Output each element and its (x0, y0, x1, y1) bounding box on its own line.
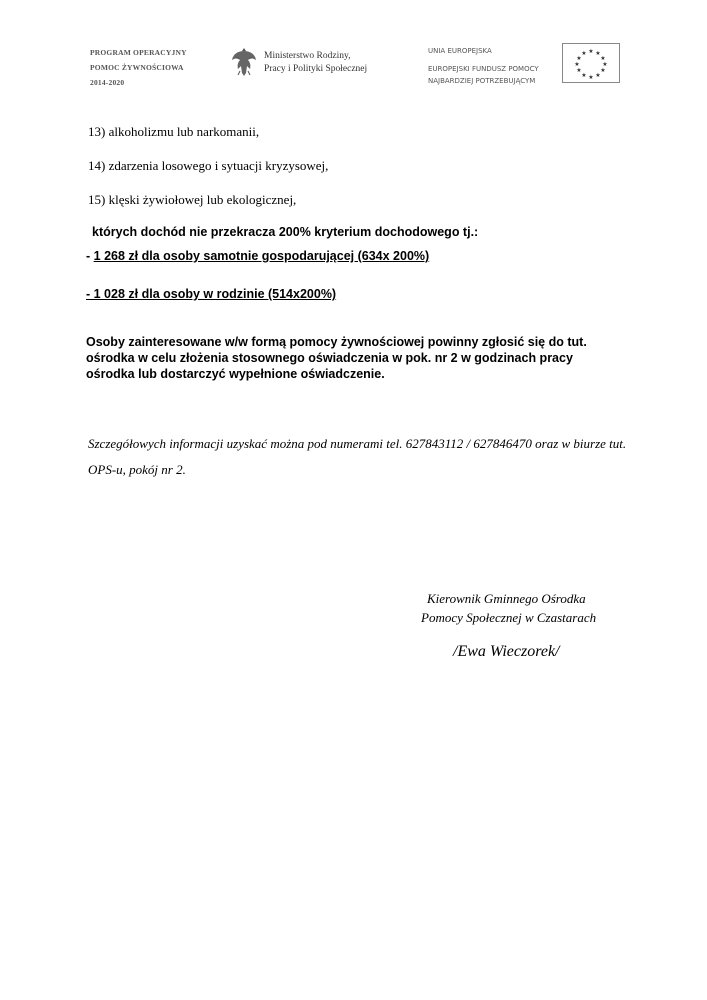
svg-text:★: ★ (602, 61, 608, 68)
svg-text:★: ★ (581, 50, 587, 57)
program-line-3: 2014-2020 (90, 78, 125, 87)
signature-title-line-2: Pomocy Społecznej w Czastarach (421, 610, 597, 625)
single-prefix: - (86, 249, 94, 263)
instructions-paragraph: Osoby zainteresowane w/w formą pomocy żywnościowej powinny zgłosić się do tut. ośrodka w celu złożenia stosownego oświadczenia w pok. nr 2 w godzinach pracy ośrodka lub dostarczyć wypełnione oświadczenie. (86, 335, 587, 381)
eagle-emblem-icon (230, 45, 258, 79)
income-criterion-line: których dochód nie przekracza 200% kryterium dochodowego tj.: (92, 225, 479, 239)
signatory-name: /Ewa Wieczorek/ (453, 643, 560, 660)
svg-text:★: ★ (588, 74, 594, 81)
program-line-2: POMOC ŻYWNOŚCIOWA (90, 63, 184, 72)
single-person-threshold (86, 249, 429, 263)
eu-flag-icon (562, 43, 620, 83)
svg-text:★: ★ (600, 55, 606, 62)
svg-text:★: ★ (574, 61, 580, 68)
item-13: 13) alkoholizmu lub narkomanii, (88, 124, 260, 139)
eu-line-3: NAJBARDZIEJ POTRZEBUJĄCYM (428, 77, 536, 85)
contact-info-paragraph: Szczegółowych informacji uzyskać można pod numerami tel. 627843112 / 627846470 oraz w biurze tut. OPS-u, pokój nr 2. (88, 436, 627, 477)
item-15: 15) klęski żywiołowej lub ekologicznej, (88, 192, 297, 207)
program-logo-text (90, 45, 187, 90)
svg-text:★: ★ (576, 67, 582, 74)
ministry-line-1: Ministerstwo Rodziny, (264, 51, 351, 61)
signature-title-line-1: Kierownik Gminnego Ośrodka (427, 591, 586, 606)
item-14: 14) zdarzenia losowego i sytuacji kryzysowej, (88, 158, 329, 173)
single-person-text: 1 268 zł dla osoby samotnie gospodarującej (634x 200%) (93, 249, 430, 263)
svg-text:★: ★ (595, 50, 601, 57)
ministry-line-2: Pracy i Polityki Społecznej (264, 64, 368, 74)
svg-text:★: ★ (600, 67, 606, 74)
eu-fund-text (428, 45, 539, 87)
eu-line-2: EUROPEJSKI FUNDUSZ POMOCY (428, 65, 539, 73)
svg-text:★: ★ (581, 72, 587, 79)
svg-text:★: ★ (588, 48, 594, 55)
svg-text:★: ★ (576, 55, 582, 62)
family-member-threshold: - 1 028 zł dla osoby w rodzinie (514x200%) (86, 287, 337, 301)
svg-text:★: ★ (595, 72, 601, 79)
program-line-1: PROGRAM OPERACYJNY (90, 48, 187, 57)
eu-line-1: UNIA EUROPEJSKA (428, 47, 492, 55)
ministry-name (264, 50, 367, 76)
